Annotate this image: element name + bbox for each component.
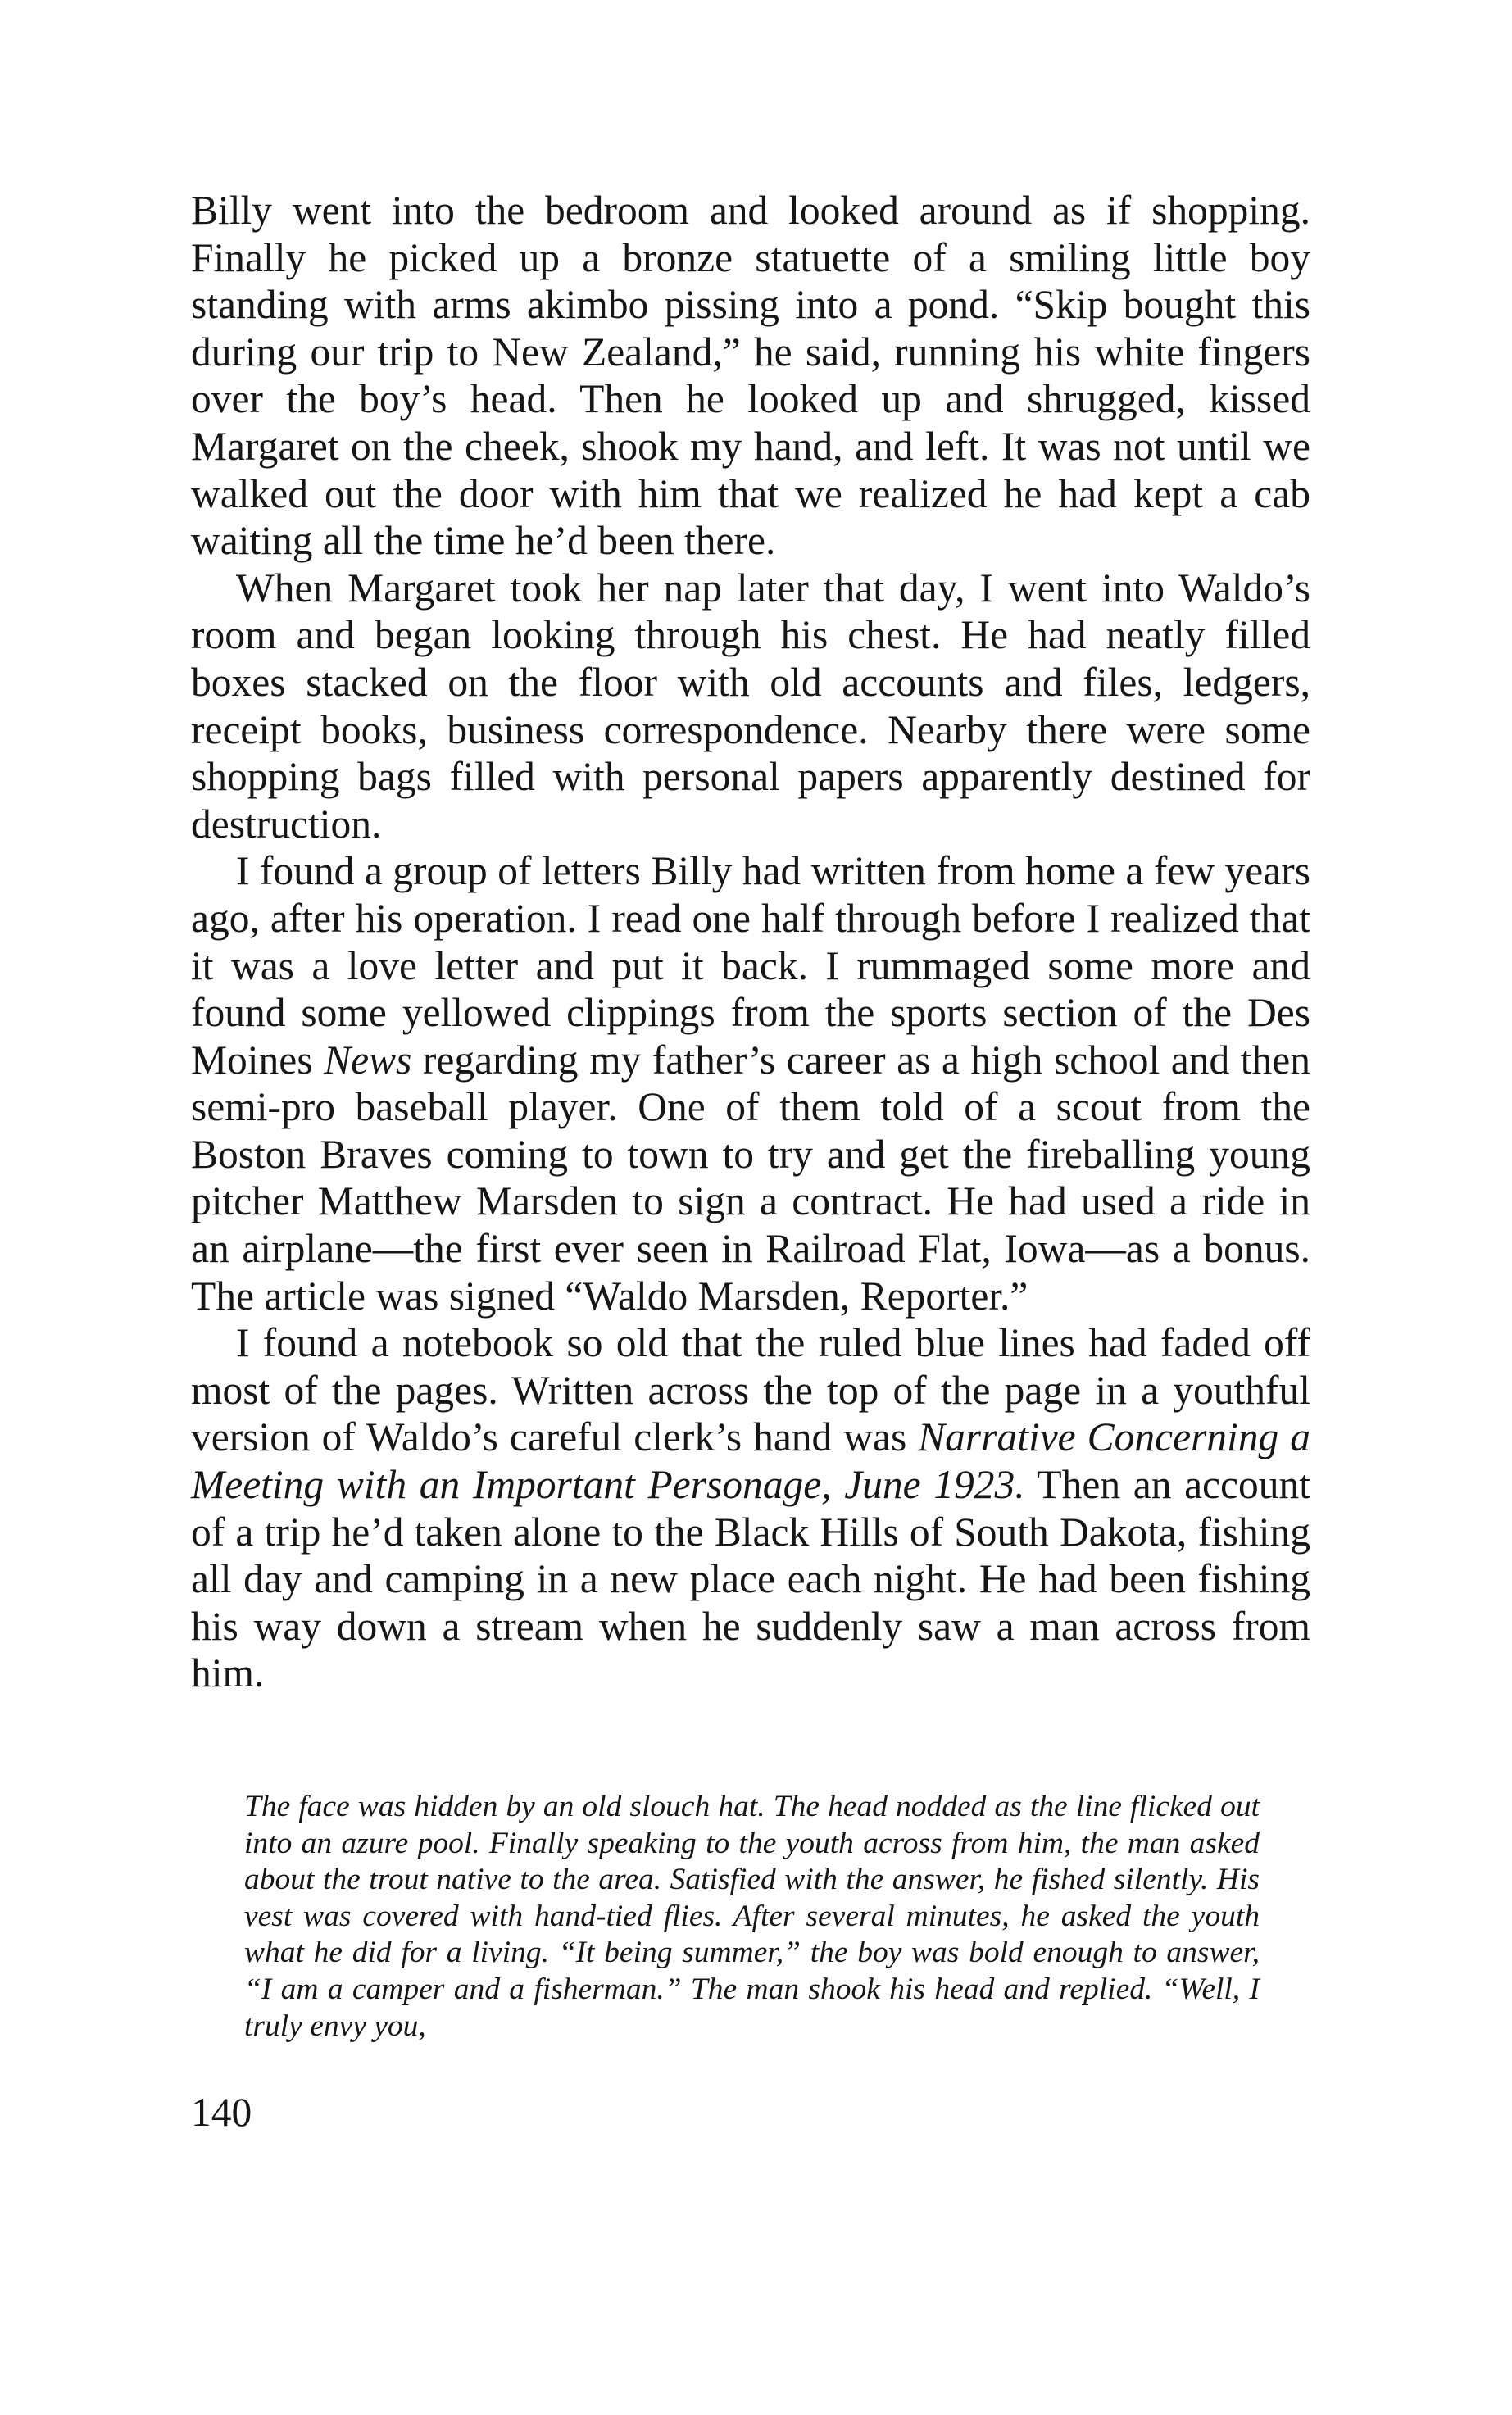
quote-text: The face was hidden by an old slouch hat. The head nodded as the line flicked out into an azure pool. Finally speaking to the youth across from him, the man asked about the trout native to the area. Satisfied with the answer, he fished silently. His vest was covered with hand-tied flies. After several minutes, he asked the youth what he did for a living. “It being summer,” the boy was bold enough to answer, “I am a camper and a fisherman.” The man shook his head and replied. “Well, I truly envy you,: [244, 1790, 1260, 2043]
paragraph: [191, 1319, 1310, 1697]
paragraph-text: I found a notebook so old that the ruled blue lines had faded off most of the pages. Written across the top of the page in a youthful version of Waldo’s careful clerk’s hand was: [191, 1320, 1310, 1460]
body-text: [191, 187, 1310, 1697]
block-quote: [244, 1789, 1260, 2045]
notebook-title: Narrative Concerning a Meeting with an Important Personage, June 1923.: [191, 1414, 1310, 1508]
paragraph: When Margaret took her nap later that day, I went into Waldo’s room and began looking through his chest. He had neatly filled boxes stacked on the floor with old accounts and files, ledgers, receipt books, business correspondence. Nearby there were some shopping bags filled with personal papers apparently destined for destruction.: [191, 565, 1310, 847]
paragraph-text: Then an account of a trip he’d taken alone to the Black Hills of South Dakota, fishing all day and camping in a new place each night. He had been fishing his way down a stream when he suddenly saw a man across from him.: [191, 1462, 1310, 1696]
page-number: 140: [191, 2090, 252, 2135]
paragraph-text: regarding my father’s career as a high school and then semi-pro baseball player. One of them told of a scout from the Boston Braves coming to town to try and get the fireballing young pitcher Matthew Marsden to sign a contract. He had used a ride in an airplane—the first ever seen in Railroad Flat, Iowa—as a bonus. The article was signed “Waldo Marsden, Reporter.”: [191, 1037, 1311, 1319]
newspaper-title: News: [324, 1037, 412, 1083]
paragraph-text: I found a group of letters Billy had written from home a few years ago, after his operation. I read one half through before I realized that it was a love letter and put it back. I rummaged some more and found some yellowed clippings from the sports section of the Des Moines: [191, 848, 1310, 1083]
paragraph: Billy went into the bedroom and looked around as if shopping. Finally he picked up a bronze statuette of a smiling little boy standing with arms akimbo pissing into a pond. “Skip bought this during our trip to New Zealand,” he said, running his white fingers over the boy’s head. Then he looked up and shrugged, kissed Margaret on the cheek, shook my hand, and left. It was not until we walked out the door with him that we realized he had kept a cab waiting all the time he’d been there.: [191, 188, 1310, 564]
paragraph: [191, 847, 1310, 1319]
